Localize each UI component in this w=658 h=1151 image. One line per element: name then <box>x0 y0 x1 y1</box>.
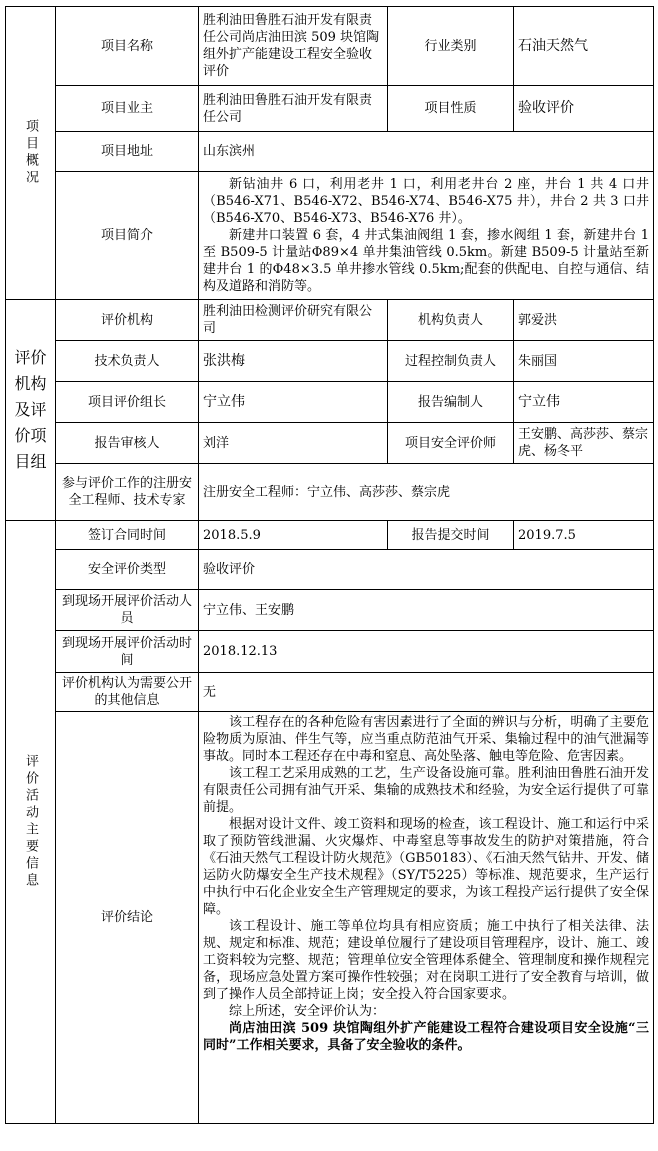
project-intro-value <box>199 172 654 300</box>
row-reviewer <box>6 423 654 464</box>
conclusion-label: 评价结论 <box>56 712 199 1124</box>
row-conclusion <box>6 712 654 1124</box>
project-owner-label: 项目业主 <box>56 86 199 132</box>
project-name-label: 项目名称 <box>56 7 199 86</box>
tech-head-value: 张洪梅 <box>199 341 388 382</box>
safety-evaluator-value: 王安鹏、高莎莎、蔡宗虎、杨冬平 <box>514 423 654 464</box>
report-reviewer-value: 刘洋 <box>199 423 388 464</box>
report-reviewer-label: 报告审核人 <box>56 423 199 464</box>
eval-type-value: 验收评价 <box>199 550 654 590</box>
conclusion-paragraph: 该工程设计、施工等单位均具有相应资质；施工中执行了相关法律、法规、规定和标准、规范；建设单位履行了建设项目管理程序，设计、施工、竣工资料较为完整、规范；管理单位安全管理体系健全、管理制度和操作规程完备，现场应急处置方案可操作性较强；对在岗职工进行了安全教育与培训，做到了操作人员全部持证上岗；安全投入符合国家要求。 <box>203 919 649 1002</box>
row-other-info <box>6 673 654 712</box>
project-nature-label: 项目性质 <box>388 86 514 132</box>
row-agency <box>6 300 654 341</box>
team-leader-value: 宁立伟 <box>199 382 388 423</box>
row-engineers <box>6 464 654 521</box>
row-project-owner <box>6 86 654 132</box>
site-staff-value: 宁立伟、王安鹏 <box>199 590 654 631</box>
row-project-intro <box>6 172 654 300</box>
safety-evaluator-label: 项目安全评价师 <box>388 423 514 464</box>
section-overview: 项目概况 <box>6 7 56 300</box>
conclusion-final: 尚店油田滨 509 块馆陶组外扩产能建设工程符合建设项目安全设施“三同时”工作相关要求，具备了安全验收的条件。 <box>203 1021 649 1053</box>
project-intro-label: 项目简介 <box>56 172 199 300</box>
process-control-value: 朱丽国 <box>514 341 654 382</box>
project-address-label: 项目地址 <box>56 132 199 172</box>
report-author-value: 宁立伟 <box>514 382 654 423</box>
project-nature-value: 验收评价 <box>514 86 654 132</box>
team-leader-label: 项目评价组长 <box>56 382 199 423</box>
row-contract <box>6 521 654 550</box>
section-org-title: 评价机构及评价项目组 <box>14 348 47 471</box>
eval-type-label: 安全评价类型 <box>56 550 199 590</box>
row-project-name <box>6 7 654 86</box>
agency-value: 胜利油田检测评价研究有限公司 <box>199 300 388 341</box>
other-info-value: 无 <box>199 673 654 712</box>
submit-time-value: 2019.7.5 <box>514 521 654 550</box>
site-staff-label: 到现场开展评价活动人员 <box>56 590 199 631</box>
project-name-value: 胜利油田鲁胜石油开发有限责任公司尚店油田滨 509 块馆陶组外扩产能建设工程安全验收评价 <box>199 7 388 86</box>
row-tech <box>6 341 654 382</box>
industry-label: 行业类别 <box>388 7 514 86</box>
agency-head-label: 机构负责人 <box>388 300 514 341</box>
row-site-staff <box>6 590 654 631</box>
conclusion-paragraph: 该工程工艺采用成熟的工艺，生产设备设施可靠。胜利油田鲁胜石油开发有限责任公司拥有油气开采、集输的成熟技术和经验，为安全运行提供了可靠前提。 <box>203 766 649 815</box>
conclusion-value <box>199 712 654 1124</box>
evaluation-info-table <box>5 6 654 1124</box>
submit-time-label: 报告提交时间 <box>388 521 514 550</box>
row-eval-type <box>6 550 654 590</box>
row-project-address <box>6 132 654 172</box>
section-org <box>6 300 56 521</box>
conclusion-paragraph: 综上所述，安全评价认为： <box>229 1004 386 1019</box>
report-author-label: 报告编制人 <box>388 382 514 423</box>
industry-value: 石油天然气 <box>514 7 654 86</box>
conclusion-paragraph: 根据对设计文件、竣工资料和现场的检查，该工程设计、施工和运行中采取了预防管线泄漏、火灾爆炸、中毒窒息等事故发生的防护对策措施，符合《石油天然气工程设计防火规范》（GB50183）、《石油天然气钻井、开发、储运防火防爆安全生产技术规程》（SY/T5225）等标准、规范要求，生产运行中执行中石化企业安全生产管理规定的要求，为该工程投产运行提供了安全保障。 <box>203 817 649 917</box>
row-leader <box>6 382 654 423</box>
process-control-label: 过程控制负责人 <box>388 341 514 382</box>
site-time-value: 2018.12.13 <box>199 631 654 673</box>
engineers-label: 参与评价工作的注册安全工程师、技术专家 <box>56 464 199 521</box>
project-owner-value: 胜利油田鲁胜石油开发有限责任公司 <box>199 86 388 132</box>
site-time-label: 到现场开展评价活动时间 <box>56 631 199 673</box>
conclusion-paragraph: 该工程存在的各种危险有害因素进行了全面的辨识与分析，明确了主要危险物质为原油、伴生气等，应当重点防范油气开采、集输过程中的油气泄漏等事故。同时本工程还存在中毒和窒息、高处坠落、触电等危险、危害因素。 <box>203 715 649 764</box>
agency-head-value: 郭爱洪 <box>514 300 654 341</box>
tech-head-label: 技术负责人 <box>56 341 199 382</box>
section-activity: 评价活动主要信息 <box>6 521 56 1124</box>
row-site-time <box>6 631 654 673</box>
intro-paragraph: 新建井口装置 6 套，4 井式集油阀组 1 套，掺水阀组 1 套，新建井台 1 至 B509-5 计量站Φ89×4 单井集油管线 0.5km。新建 B509-5 计量站至新建井台 1 的Φ48×3.5 单井掺水管线 0.5km;配套的供配电、自控与通信、结构及道路和消防等。 <box>203 228 649 294</box>
engineers-value: 注册安全工程师：宁立伟、高莎莎、蔡宗虎 <box>199 464 654 521</box>
agency-label: 评价机构 <box>56 300 199 341</box>
contract-time-label: 签订合同时间 <box>56 521 199 550</box>
contract-time-value: 2018.5.9 <box>199 521 388 550</box>
intro-paragraph: 新钻油井 6 口，利用老井 1 口，利用老井台 2 座，井台 1 共 4 口井（B546-X71、B546-X72、B546-X74、B546-X75 井），井台 2 共 3 口井（B546-X70、B546-X73、B546-X76 井）。 <box>203 177 649 226</box>
project-address-value: 山东滨州 <box>199 132 654 172</box>
other-info-label: 评价机构认为需要公开的其他信息 <box>56 673 199 712</box>
